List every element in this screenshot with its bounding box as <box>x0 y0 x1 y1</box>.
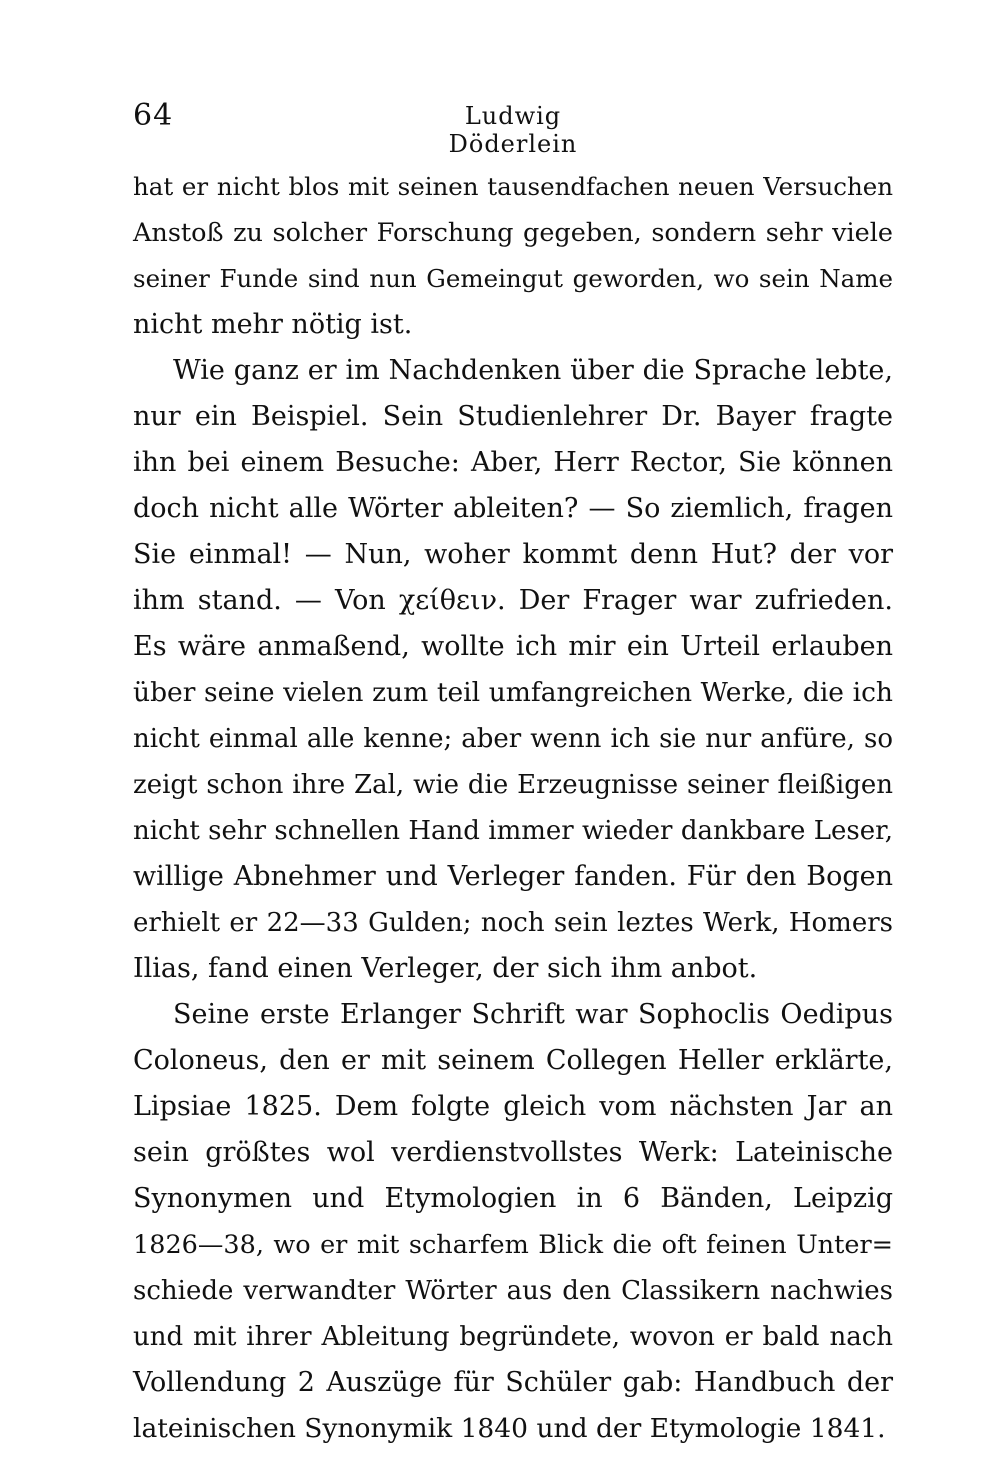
text-line: schiede verwandter Wörter aus den Classikern nachwies <box>133 1276 893 1306</box>
text-line: 1826—38, wo er mit scharfem Blick die oft feinen Unter= <box>133 1230 893 1260</box>
text-line: nicht sehr schnellen Hand immer wieder dankbare Leser, <box>133 816 893 846</box>
text-line: Sie einmal! — Nun, woher kommt denn Hut? der vor <box>133 539 893 570</box>
paragraph <box>133 164 893 348</box>
text-line: Ilias, fand einen Verleger, der sich ihm anbot. <box>133 953 758 984</box>
page-header <box>133 98 893 158</box>
page-number: 64 <box>133 98 174 133</box>
paragraph <box>133 348 893 624</box>
text-line: ihm stand. — Von χείθειν. Der Frager war zufrieden. <box>133 585 893 616</box>
text-line: ihn bei einem Besuche: Aber, Herr Rector, Sie können <box>133 447 893 478</box>
text-line: über seine vielen zum teil umfangreichen Werke, die ich <box>133 677 893 708</box>
running-head: Ludwig Döderlein <box>448 102 578 158</box>
paragraph <box>133 992 893 1452</box>
text-line: nicht mehr nötig ist. <box>133 309 413 340</box>
text-line: lateinischen Synonymik 1840 und der Etymologie 1841. <box>133 1413 886 1444</box>
text-line: Synonymen und Etymologien in 6 Bänden, Leipzig <box>133 1183 893 1214</box>
text-line: zeigt schon ihre Zal, wie die Erzeugnisse seiner fleißigen <box>133 770 893 800</box>
text-line: und mit ihrer Ableitung begründete, wovon er bald nach <box>133 1322 893 1352</box>
text-line: nicht einmal alle kenne; aber wenn ich sie nur anfüre, so <box>133 724 893 754</box>
text-line: willige Abnehmer und Verleger fanden. Für den Bogen <box>133 861 893 892</box>
text-line: sein größtes wol verdienstvollstes Werk: Lateinische <box>133 1137 893 1168</box>
text-line: hat er nicht blos mit seinen tausendfachen neuen Versuchen <box>133 172 893 201</box>
text-line: Coloneus, den er mit seinem Collegen Heller erklärte, <box>133 1045 893 1076</box>
body-text <box>133 164 893 1452</box>
text-line: erhielt er 22—33 Gulden; noch sein leztes Werk, Homers <box>133 908 893 938</box>
text-line: Anstoß zu solcher Forschung gegeben, sondern sehr viele <box>133 218 893 248</box>
text-line: Lipsiae 1825. Dem folgte gleich vom nächsten Jar an <box>133 1091 893 1122</box>
text-line: nur ein Beispiel. Sein Studienlehrer Dr. Bayer fragte <box>133 401 893 432</box>
paragraph <box>133 624 893 992</box>
text-line: seiner Funde sind nun Gemeingut geworden, wo sein Name <box>133 264 893 293</box>
text-line: doch nicht alle Wörter ableiten? — So ziemlich, fragen <box>133 493 893 524</box>
text-line: Seine erste Erlanger Schrift war Sophoclis Oedipus <box>173 999 893 1030</box>
text-line: Es wäre anmaßend, wollte ich mir ein Urteil erlauben <box>133 631 893 662</box>
text-line: Vollendung 2 Auszüge für Schüler gab: Handbuch der <box>133 1367 893 1398</box>
text-line: Wie ganz er im Nachdenken über die Sprache lebte, <box>173 355 893 386</box>
